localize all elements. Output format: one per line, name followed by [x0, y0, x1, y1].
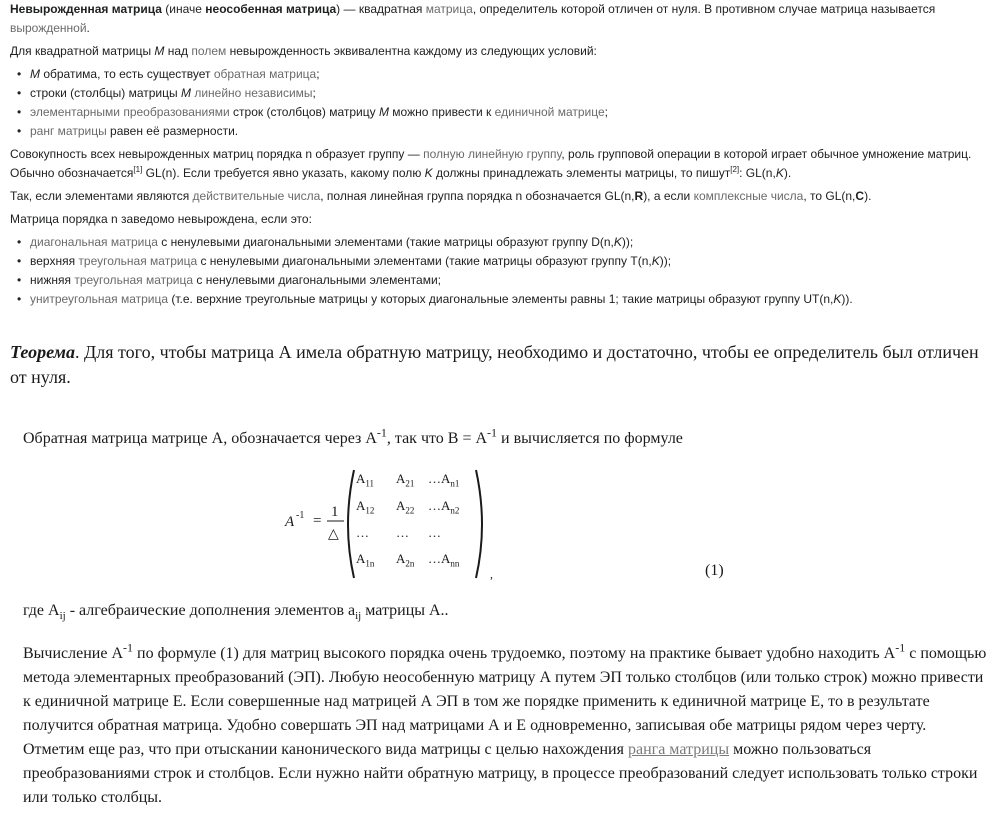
text: Для квадратной матрицы — [10, 44, 155, 58]
text: можно пользоваться преобразованиями строк и столбцов. Если нужно найти обратную матрицу, в процессе преобразований следует использовать только строки или только столбцы. — [23, 741, 978, 806]
fields-paragraph — [10, 187, 992, 206]
matrix-cell: … — [356, 525, 369, 540]
superscript: -1 — [376, 425, 387, 440]
link-triangular-matrix[interactable]: треугольная матрица — [74, 273, 194, 287]
math-var: K — [775, 166, 784, 180]
text: строк (столбцов) матрицу — [229, 105, 379, 119]
matrix-cell: … — [428, 525, 441, 540]
formula-trailing-comma: , — [490, 567, 493, 581]
matrix-cell: $A_{2n}$ — [396, 551, 415, 569]
list-item — [30, 84, 992, 103]
math-var: M — [378, 105, 389, 119]
text: ), а если — [643, 189, 694, 203]
matrix-cell: … — [396, 525, 409, 540]
matrix-cell: $\dots A_{n2}$ — [428, 498, 460, 516]
text: верхняя — [30, 254, 79, 268]
inverse-definition — [23, 425, 983, 450]
theorem-label: Теорема — [10, 342, 75, 362]
text: матрицы А.. — [361, 602, 449, 619]
text: и вычисляется по формуле — [497, 430, 683, 447]
link-field[interactable]: полем — [191, 44, 227, 58]
term-bold: Невырожденная матрица — [10, 2, 162, 16]
list-item — [30, 290, 992, 309]
text: с ненулевыми диагональными элементами (такие матрицы образуют группу D(n, — [157, 235, 614, 249]
text: должны принадлежать элементы матрицы, то пишут — [432, 166, 731, 180]
text: Обратная матрица матрице А, обозначается через А — [23, 430, 377, 447]
theorem-statement — [10, 340, 990, 390]
matrix-cell: $A_{1n}$ — [356, 551, 375, 569]
group-paragraph — [10, 145, 992, 183]
math-var: M — [154, 44, 165, 58]
link-matrix[interactable]: матрица — [425, 2, 473, 16]
subscript: ij — [355, 610, 362, 623]
superscript: -1 — [895, 640, 906, 655]
math-bold: R — [634, 189, 644, 203]
text: )); — [621, 235, 634, 249]
formula-numerator: 1 — [331, 504, 339, 520]
link-complex-numbers[interactable]: комплексные числа — [693, 189, 804, 203]
text: . — [86, 21, 90, 35]
text: строки (столбцы) матрицы — [30, 86, 181, 100]
link-matrix-rank[interactable]: ранга матрицы — [627, 741, 730, 758]
text: (т.е. верхние треугольные матрицы у которых диагональные элементы равны 1; такие матрицы образуют группу UT(n, — [168, 292, 834, 306]
text: , то GL(n, — [803, 189, 856, 203]
text: - алгебраические дополнения элементов а — [65, 602, 356, 619]
text: ; — [312, 86, 316, 100]
matrix-cell: $\dots A_{nn}$ — [428, 551, 460, 569]
text: , определитель которой отличен от нуля. В противном случае матрица называется — [472, 2, 936, 16]
formula-drawing — [280, 468, 750, 583]
text: невырожденность эквивалентна каждому из следующих условий: — [226, 44, 597, 58]
text: Вычисление А — [23, 645, 123, 662]
text: (иначе — [161, 2, 206, 16]
list-item — [30, 103, 992, 122]
link-matrix-rank[interactable]: ранг матрицы — [30, 124, 107, 138]
matrix-cell: $A_{21}$ — [396, 471, 415, 489]
matrix-cell: $\dots A_{n1}$ — [428, 471, 460, 489]
text: Совокупность всех невырожденных матриц порядка n образует группу — — [10, 147, 424, 161]
footnote-1[interactable]: [1] — [133, 165, 143, 174]
text: . — [74, 342, 80, 362]
link-linear-independent[interactable]: линейно независимы — [194, 86, 313, 100]
link-diagonal-matrix[interactable]: диагональная матрица — [30, 235, 158, 249]
text: ). — [783, 166, 792, 180]
conditions-intro — [10, 42, 992, 61]
text: обратима, то есть существует — [40, 67, 214, 81]
list-item — [30, 271, 992, 290]
formula-lhs: A — [285, 514, 295, 530]
term-bold: неособенная матрица — [205, 2, 337, 16]
text: , так что В = А — [386, 430, 488, 447]
text: ; — [604, 105, 608, 119]
math-var: K — [651, 254, 660, 268]
left-paren — [348, 470, 354, 578]
footnote-2[interactable]: [2] — [730, 165, 740, 174]
formula-lhs-sup: -1 — [296, 510, 305, 521]
link-degenerate[interactable]: вырожденной — [10, 21, 87, 35]
method-paragraph — [23, 642, 988, 810]
matrix-cell: $A_{11}$ — [356, 471, 375, 489]
text: равен её размерности. — [106, 124, 239, 138]
list-item — [30, 252, 992, 271]
math-var: M — [180, 86, 191, 100]
text: ). — [864, 189, 872, 203]
text: )); — [659, 254, 672, 268]
text: над — [164, 44, 192, 58]
conditions-list — [10, 65, 992, 141]
math-var: M — [30, 67, 40, 81]
math-bold: C — [855, 189, 865, 203]
cofactor-note — [23, 600, 449, 622]
inverse-matrix-formula — [280, 468, 750, 583]
matrix-cell: $A_{22}$ — [396, 498, 415, 516]
list-item — [30, 65, 992, 84]
math-var: K — [833, 292, 842, 306]
link-unitriangular-matrix[interactable]: унитреугольная матрица — [30, 292, 169, 306]
subscript: ij — [59, 610, 66, 623]
text: ; — [316, 67, 320, 81]
superscript: -1 — [487, 425, 498, 440]
text: нижняя — [30, 273, 75, 287]
theorem-text: Для того, чтобы матрица А имела обратную матрицу, необходимо и достаточно, чтобы ее определитель был отличен от нуля. — [10, 342, 979, 387]
formula-equals: = — [313, 513, 322, 529]
link-identity-matrix[interactable]: единичной матрице — [494, 105, 605, 119]
superscript: -1 — [123, 640, 133, 655]
wiki-article — [10, 0, 992, 313]
text: : GL(n, — [739, 166, 776, 180]
matrix-cell: $A_{12}$ — [356, 498, 375, 516]
nondegenerate-list — [10, 233, 992, 309]
text: , роль групповой операции в которой играет обычное умножение матриц. Обычно обозначается — [10, 147, 972, 180]
nondegenerate-intro: Матрица порядка n заведомо невырождена, если это: — [10, 212, 312, 226]
link-elementary-transforms[interactable]: элементарными преобразованиями — [30, 105, 230, 119]
text: можно привести к — [388, 105, 495, 119]
text: с ненулевыми диагональными элементами; — [193, 273, 441, 287]
link-triangular-matrix[interactable]: треугольная матрица — [78, 254, 198, 268]
definition-paragraph — [10, 0, 992, 38]
link-real-numbers[interactable]: действительные числа — [192, 189, 321, 203]
formula-denominator: △ — [328, 526, 339, 542]
text: , полная линейная группа порядка n обозначается GL(n, — [320, 189, 635, 203]
text: по формуле (1) для матриц высокого порядка очень трудоемко, поэтому на практике бывает удобно находить А — [133, 645, 896, 662]
link-general-linear-group[interactable]: полную линейную группу — [423, 147, 562, 161]
text: где А — [23, 602, 60, 619]
right-paren — [476, 470, 482, 578]
formula-number: (1) — [705, 562, 724, 579]
math-var: K — [613, 235, 622, 249]
text: с ненулевыми диагональными элементами (такие матрицы образуют группу T(n, — [197, 254, 652, 268]
list-item — [30, 122, 992, 141]
text: с помощью метода элементарных преобразований (ЭП). Любую неособенную матрицу А путем ЭП только столбцов (или только строк) можно привести к единичной матрице Е. Если совершенные над матрицей А ЭП в том же порядке применить к единичной матрице Е, то в результате получится обратная матрица. Удобно совершать ЭП над матрицами А и Е одновременно, записывая обе матрицы рядом через черту. Отметим еще раз, что при отыскании канонического вида матрицы с целью нахождения — [23, 645, 987, 758]
link-inverse-matrix[interactable]: обратная матрица — [213, 67, 317, 81]
text: Так, если элементами являются — [10, 189, 193, 203]
list-item — [30, 233, 992, 252]
text: ) — квадратная — [336, 2, 426, 16]
math-var: K — [424, 166, 433, 180]
text: )). — [841, 292, 853, 306]
text: GL(n). Если требуется явно указать, какому полю — [142, 166, 425, 180]
